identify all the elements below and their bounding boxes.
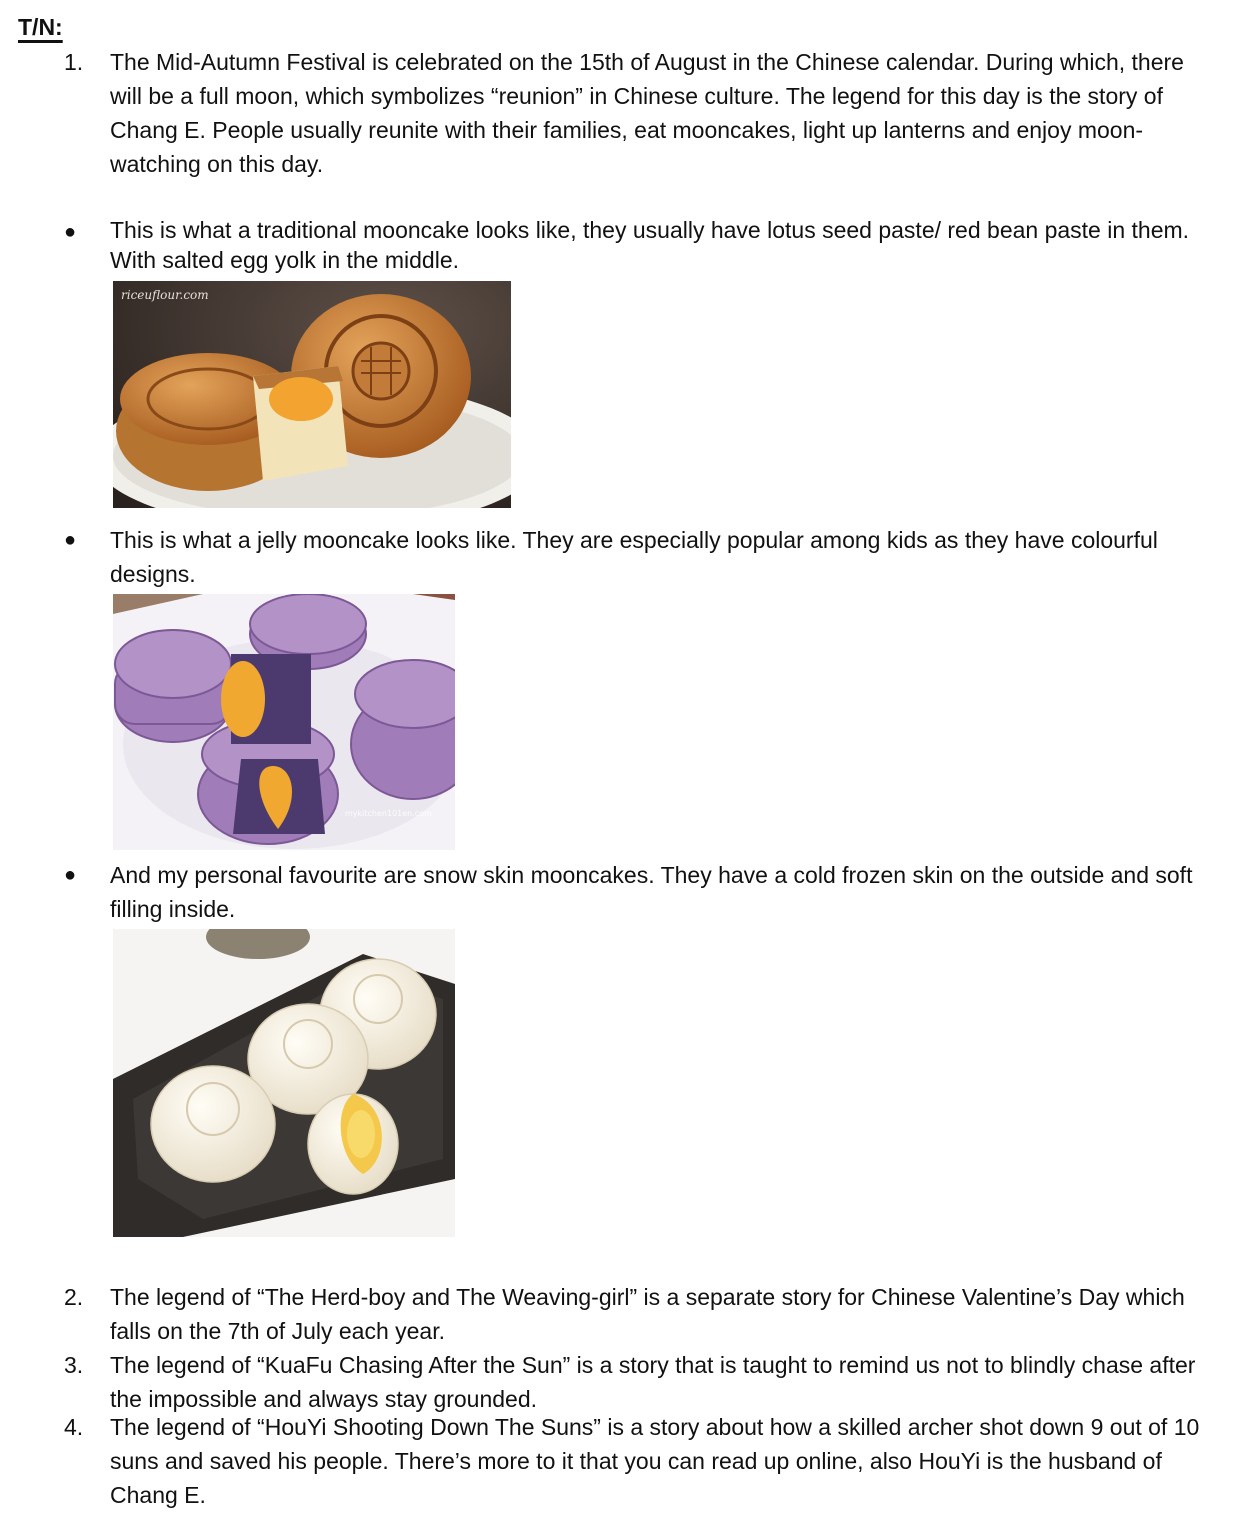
list-number-2: 2. (64, 1284, 84, 1310)
note-3-text: The legend of “KuaFu Chasing After the Sun” is a story that is taught to remind us not to blindly chase after the impossible and always stay grounded. (110, 1352, 1196, 1412)
note-1-text: The Mid-Autumn Festival is celebrated on the 15th of August in the Chinese calendar. During which, there will be a full moon, which symbolizes “reunion” in Chinese culture. The legend for this day is the story of Chang E. People usually reunite with their families, eat mooncakes, light up lanterns and enjoy moon-watching on this day. (110, 49, 1184, 177)
note-4-text: The legend of “HouYi Shooting Down The Suns” is a story about how a skilled archer shot down 9 out of 10 suns and saved his people. There’s more to it that you can read up online, also HouYi is the husband of Chang E. (110, 1414, 1200, 1508)
bullet-1-marker: ● (64, 221, 77, 243)
bullet-3-marker: ● (64, 864, 77, 886)
bullet-2-marker: ● (64, 529, 77, 551)
traditional-mooncake-photo (113, 281, 511, 508)
watermark-riceflour: riceuflour.com (121, 288, 209, 302)
list-number-3: 3. (64, 1352, 84, 1378)
list-number-1: 1. (64, 49, 84, 75)
watermark-mykitchen: mykitchen101en.com (345, 809, 432, 818)
bullet-3-text: And my personal favourite are snow skin mooncakes. They have a cold frozen skin on the outside and soft filling inside. (110, 862, 1193, 922)
note-2-text: The legend of “The Herd-boy and The Weaving-girl” is a separate story for Chinese Valentine’s Day which falls on the 7th of July each year. (110, 1284, 1185, 1344)
bullet-2-text: This is what a jelly mooncake looks like. They are especially popular among kids as they have colourful designs. (110, 527, 1158, 587)
notes-heading: T/N: (18, 14, 63, 40)
snow-skin-mooncake-photo (113, 929, 455, 1237)
list-number-4: 4. (64, 1414, 84, 1440)
jelly-mooncake-photo (113, 594, 455, 850)
bullet-1-text: This is what a traditional mooncake looks like, they usually have lotus seed paste/ red bean paste in them. With salted egg yolk in the middle. (110, 217, 1190, 273)
